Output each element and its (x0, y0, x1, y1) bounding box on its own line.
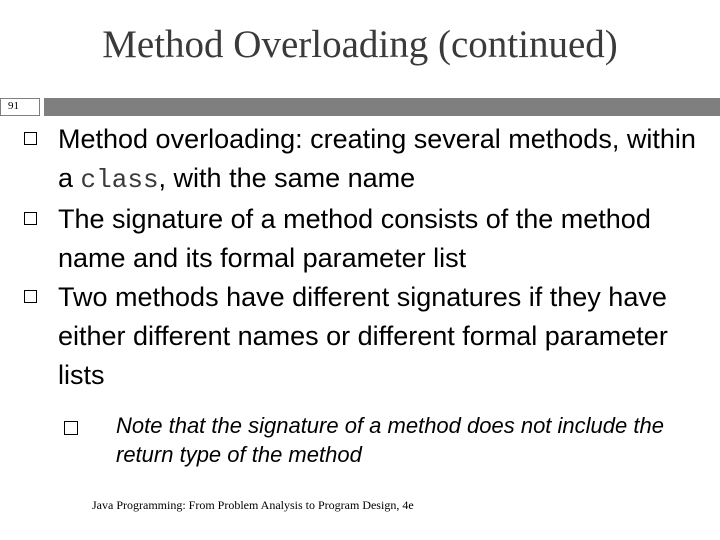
slide-content (24, 120, 704, 469)
sub-bullet-item (64, 411, 704, 469)
slide-title: Method Overloading (continued) (102, 23, 618, 66)
code-keyword: class (80, 165, 159, 195)
bullet-text: The signature of a method consists of the method name and its formal parameter list (58, 204, 651, 273)
bullet-item (24, 200, 704, 278)
checkbox-bullet-icon (24, 212, 37, 225)
sub-bullet-marker (64, 414, 82, 443)
sub-bullet-text: that the signature of a method does not include the return type of the method (116, 413, 664, 467)
bullet-item (24, 278, 704, 395)
bullet-text: , with the same name (158, 163, 416, 193)
slide-footer: Java Programming: From Problem Analysis to Program Design, 4e (92, 498, 414, 512)
checkbox-bullet-icon (24, 132, 37, 145)
sub-bullet-lead: Note (116, 413, 163, 438)
square-bullet-icon (64, 421, 78, 435)
bullet-item (24, 120, 704, 200)
header-rule-bar (44, 98, 720, 116)
bullet-text: Two methods have different signatures if they have either different names or different formal parameter lists (58, 282, 668, 390)
bullet-text: Method overloading: creating several methods, within a (58, 124, 696, 193)
checkbox-bullet-icon (24, 290, 37, 303)
slide-number: 91 (8, 100, 19, 112)
